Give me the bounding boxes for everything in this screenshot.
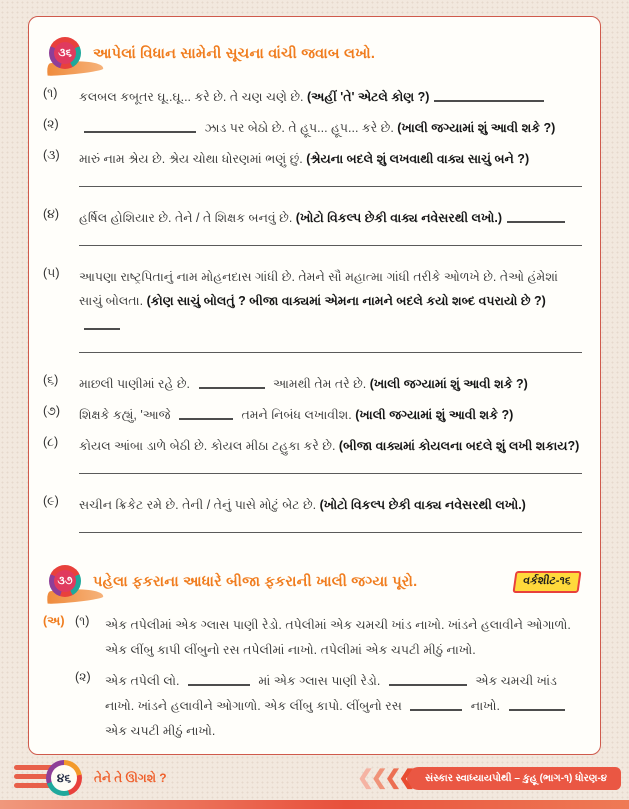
sentence-text: તમને નિબંધ લખાવીશ. (237, 408, 356, 422)
worksheet-badge: વર્કશીટ-૧૬ (513, 571, 582, 593)
question-row (43, 493, 584, 545)
sentence-text: માં એક ગ્લાસ પાણી રેડો. (254, 674, 384, 688)
fill-in-blank (507, 213, 565, 223)
question-body (79, 372, 584, 396)
content-card (28, 16, 601, 755)
sentence-text: માછલી પાણીમાં રહે છે. (79, 377, 194, 391)
section-number: ૩૬ (54, 42, 76, 64)
question-body (79, 206, 584, 258)
fill-in-blank (179, 410, 233, 420)
fill-in-blank (509, 701, 565, 711)
hint-text: (શ્રેયના બદલે શું લખવાથી વાક્ય સાચું બને ?) (306, 152, 530, 166)
sentence-text: એક તપેલીમાં એક ગ્લાસ પાણી રેડો. તપેલીમાં એક ચમચી ખાંડ નાખો. ખાંડને હલાવીને ઓગાળો. એક લીંબુ કાપી લીંબુનો રસ તપેલીમાં નાખો. તપેલીમાં એક ચપટી મીઠું નાખો. (105, 618, 571, 657)
question-row (43, 147, 584, 199)
sentence-text: સચીન ક્રિકેટ રમે છે. તેની / તેનું પાસે મોટું બેટ છે. (79, 498, 320, 512)
chevron-left-icon: ❮ (384, 767, 402, 789)
question-body (79, 116, 584, 140)
question-number: (૩) (43, 148, 60, 162)
hint-text: (અહીં 'તે' એટલે કોણ ?) (306, 90, 430, 104)
chevron-left-icon: ❮ (370, 767, 388, 789)
paragraph-group (43, 613, 584, 750)
answer-line (79, 245, 582, 246)
question-row (43, 434, 584, 486)
book-banner: સંસ્કાર સ્વાધ્યાયપોથી – કુહૂ (ભાગ-૧) ધોરણ-૪ (407, 767, 621, 790)
question-number: (૫) (43, 266, 60, 280)
sentence-text: હર્ષિલ હોશિયાર છે. તેને / તે શિક્ષક બનવું છે. (79, 211, 296, 225)
paragraph-row (75, 669, 584, 744)
question-number: (૨) (43, 117, 59, 131)
fill-in-blank (389, 676, 467, 686)
sentence-text: એક ચમચી ખાંડ નાખો. ખાંડને હલાવીને ઓગાળો. એક લીંબુ કાપો. લીંબુનો રસ (105, 674, 557, 713)
section-37-header (49, 565, 584, 599)
question-number: (૪) (43, 207, 60, 221)
hint-text: (ખોટો વિકલ્પ છેકી વાક્ય નવેસરથી લખો.) (295, 211, 503, 225)
page-number-badge (46, 760, 82, 796)
sentence-text: મારું નામ શ્રેય છે. શ્રેય ચોથા ધોરણમાં ભણું છું. (79, 152, 307, 166)
answer-line (79, 532, 582, 533)
paragraph-number: (૨) (75, 670, 91, 684)
fill-in-blank (434, 92, 544, 102)
fill-in-blank (410, 701, 462, 711)
question-body (79, 403, 584, 427)
section-title: આપેલાં વિધાન સામેની સૂચના વાંચી જવાબ લખો. (93, 46, 376, 62)
paragraph-body (105, 613, 584, 663)
answer-line (79, 352, 582, 353)
group-items (75, 613, 584, 750)
fill-in-blank (84, 320, 120, 330)
paragraph-row (75, 613, 584, 663)
sentence-text: કોયલ આંબા ડાળે બેઠી છે. કોયલ મીઠા ટહુકા કરે છે. (79, 439, 339, 453)
paragraph-groups (43, 613, 584, 755)
sentence-text: શિક્ષકે કહ્યું, 'આજે (79, 408, 174, 422)
sentence-text: કલબલ કબૂતર ઘૂ..ઘૂ... કરે છે. તે ચણ ચણે છે. (79, 90, 307, 104)
section-number-badge (49, 565, 81, 597)
question-number: (૬) (43, 373, 59, 387)
page-footer (0, 757, 629, 799)
fill-in-blank (84, 123, 196, 133)
question-body (79, 434, 584, 486)
section-36-badge-wrap (49, 37, 83, 71)
bottom-strip-decoration (0, 800, 629, 809)
hint-text: (કોણ સાચું બોલતું ? બીજા વાક્યમાં એમના નામને બદલે કયો શબ્દ વપરાયો છે ?) (146, 294, 546, 308)
section-number-badge (49, 37, 81, 69)
question-row (43, 116, 584, 140)
question-row (43, 265, 584, 365)
chevron-left-icon: ❮ (357, 767, 374, 789)
hint-text: (ખાલી જગ્યામાં શું આવી શકે ?) (397, 121, 556, 135)
footer-right (357, 767, 621, 790)
answer-line (79, 186, 582, 187)
question-body (79, 493, 584, 545)
chevron-left-icon: ❮ (398, 767, 416, 789)
footer-left (0, 760, 167, 796)
hint-text: (ખાલી જગ્યામાં શું આવી શકે ?) (355, 408, 514, 422)
chapter-title: તેને તે ઊગશે ? (94, 770, 167, 785)
hint-text: (ખોટો વિકલ્પ છેકી વાક્ય નવેસરથી લખો.) (319, 498, 526, 512)
question-row (43, 372, 584, 396)
sentence-text: આમથી તેમ તરે છે. (269, 377, 370, 391)
question-number: (૮) (43, 435, 59, 449)
sentence-text: આપણા રાષ્ટ્રપિતાનું નામ મોહનદાસ ગાંધી છે. તેમને સૌ મહાત્મા ગાંધી તરીકે ઓળખે છે. તેઓ હંમેશાં સાચું બોલતા. (79, 270, 558, 308)
page-number: ૪૬ (51, 765, 77, 791)
fill-in-blank (188, 676, 250, 686)
section-number: ૩૭ (54, 570, 76, 592)
group-label: (અ) (43, 614, 65, 628)
fill-in-blank (199, 379, 265, 389)
sentence-text: નાખો. (467, 699, 504, 713)
sentence-text: એક ચપટી મીઠું નાખો. (105, 724, 216, 738)
section-37-badge-wrap (49, 565, 83, 599)
question-number: (૭) (43, 404, 61, 418)
question-row (43, 206, 584, 258)
questions-list (43, 85, 584, 545)
question-body (79, 265, 584, 365)
section-36-header (49, 37, 584, 71)
question-row (43, 85, 584, 109)
sentence-text: ઝાડ પર બેઠો છે. તે હૂપ... હૂપ... કરે છે. (201, 121, 398, 135)
question-body (79, 85, 584, 109)
hint-text: (બીજા વાક્યમાં કોયલના બદલે શું લખી શકાય?) (338, 439, 580, 453)
sentence-text: એક તપેલી લો. (105, 674, 183, 688)
section-title: પહેલા ફકરાના આધારે બીજા ફકરાની ખાલી જગ્યા પૂરો. (93, 574, 418, 590)
question-body (79, 147, 584, 199)
question-row (43, 403, 584, 427)
paragraph-body (105, 669, 584, 744)
paragraph-number: (૧) (75, 614, 90, 628)
question-number: (૯) (43, 494, 59, 508)
hint-text: (ખાલી જગ્યામાં શું આવી શકે ?) (369, 377, 528, 391)
question-number: (૧) (43, 86, 58, 100)
answer-line (79, 473, 582, 474)
